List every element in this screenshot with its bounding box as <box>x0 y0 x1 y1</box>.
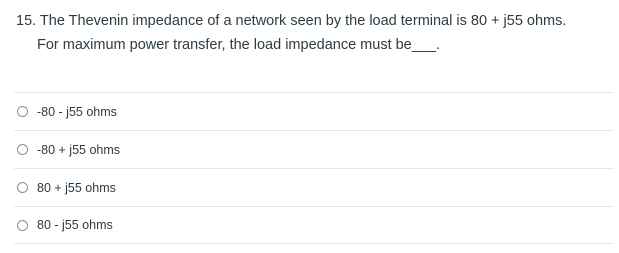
answer-option-3[interactable] <box>14 168 614 206</box>
answer-option-label: -80 - j55 ohms <box>37 104 117 119</box>
answer-option-4[interactable] <box>14 206 614 244</box>
answer-option-label: -80 + j55 ohms <box>37 142 121 157</box>
answer-option-label: 80 - j55 ohms <box>37 218 113 232</box>
answer-option-1[interactable] <box>14 92 614 130</box>
question-text <box>16 11 612 55</box>
answer-options <box>14 92 614 244</box>
radio-button-icon[interactable] <box>17 182 28 193</box>
answer-option-label: 80 + j55 ohms <box>37 180 116 195</box>
radio-button-icon[interactable] <box>17 220 28 231</box>
answer-option-2[interactable] <box>14 130 614 168</box>
question-line-1: 15. The Thevenin impedance of a network seen by the load terminal is 80 + j55 ohms. <box>16 13 567 29</box>
question-line-2: For maximum power transfer, the load impedance must be___. <box>37 37 440 53</box>
radio-button-icon[interactable] <box>17 106 28 117</box>
radio-button-icon[interactable] <box>17 144 28 155</box>
